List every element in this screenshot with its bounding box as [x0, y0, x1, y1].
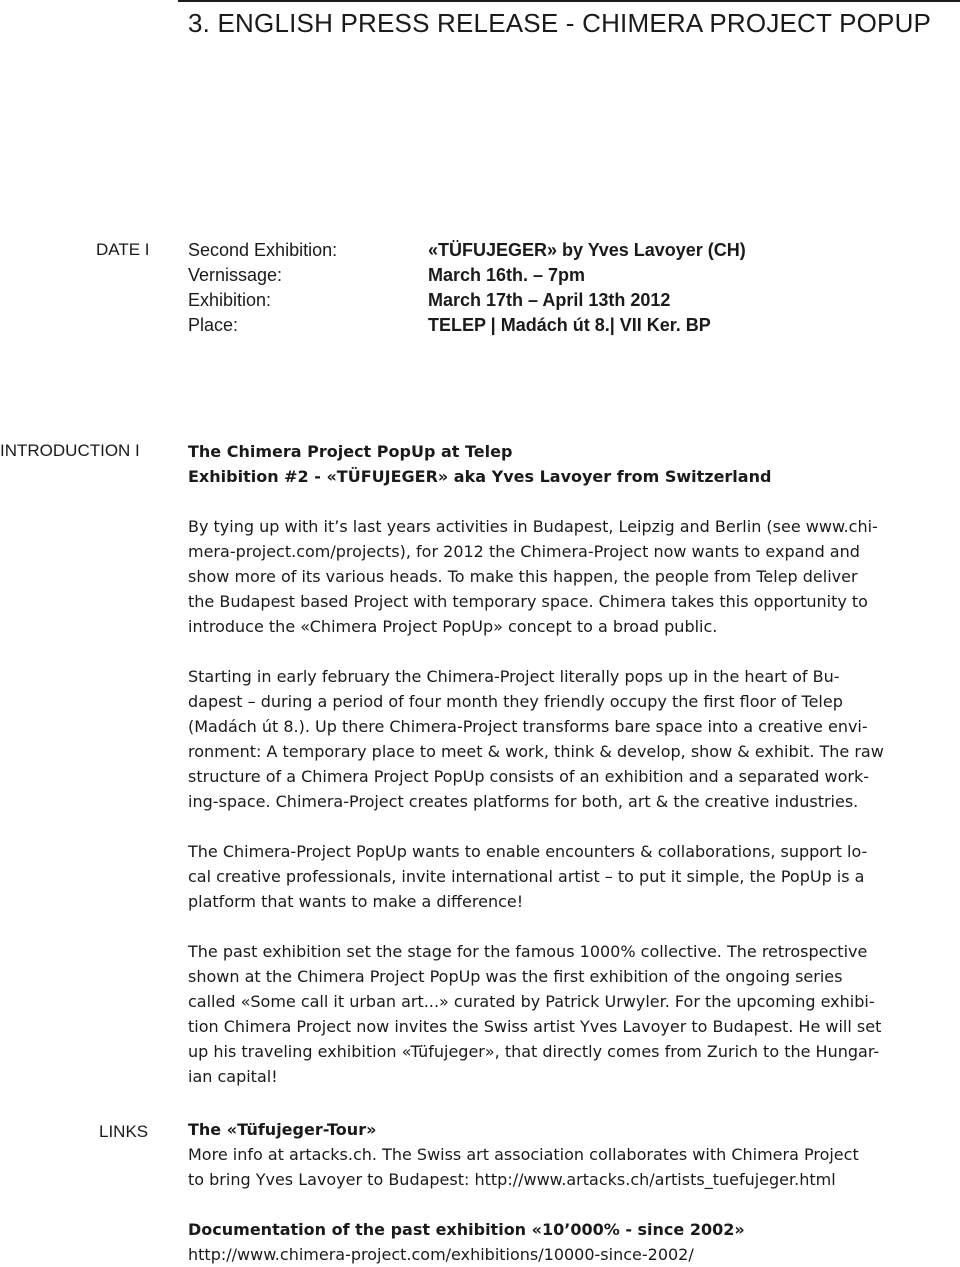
date-value: TELEP | Madách út 8.| VII Ker. BP: [428, 315, 711, 335]
intro-paragraph-2: [188, 664, 960, 814]
paragraph-line: The past exhibition set the stage for the famous 1000% collective. The retrospective: [188, 942, 868, 961]
paragraph-line: up his traveling exhibition «Tüfujeger», that directly comes from Zurich to the Hungar-: [188, 1042, 880, 1061]
date-row-vernissage: [188, 263, 746, 288]
intro-paragraph-3: [188, 839, 960, 914]
introduction-label: INTRODUCTION I: [0, 441, 140, 460]
links-doc-block: [188, 1217, 960, 1267]
date-row-place: [188, 313, 746, 338]
top-divider: [178, 0, 960, 2]
date-key: Place:: [188, 315, 239, 335]
paragraph-line: By tying up with it’s last years activities in Budapest, Leipzig and Berlin (see www.chi-: [188, 517, 878, 536]
paragraph-line: The Chimera-Project PopUp wants to enable encounters & collaborations, support lo-: [188, 842, 868, 861]
date-row-second-exhibition: [188, 238, 746, 263]
paragraph-line: structure of a Chimera Project PopUp consists of an exhibition and a separated work-: [188, 767, 870, 786]
paragraph-line: Starting in early february the Chimera-Project literally pops up in the heart of Bu-: [188, 667, 840, 686]
date-table: [188, 238, 746, 338]
paragraph-line: mera-project.com/projects), for 2012 the Chimera-Project now wants to expand and: [188, 542, 860, 561]
intro-heading-title: The Chimera Project PopUp at Telep: [188, 442, 513, 461]
date-row-exhibition: [188, 288, 746, 313]
paragraph-line: dapest – during a period of four month they friendly occupy the first floor of Telep: [188, 692, 843, 711]
tour-url-line[interactable]: to bring Yves Lavoyer to Budapest: http://www.artacks.ch/artists_tuefujeger.html: [188, 1170, 836, 1189]
paragraph-line: (Madách út 8.). Up there Chimera-Project transforms bare space into a creative envi-: [188, 717, 868, 736]
paragraph-line: ing-space. Chimera-Project creates platforms for both, art & the creative industries.: [188, 792, 859, 811]
links-label: LINKS: [99, 1122, 149, 1141]
intro-heading-subtitle: Exhibition #2 - «TÜFUJEGER» aka Yves Lavoyer from Switzerland: [188, 467, 772, 486]
paragraph-line: shown at the Chimera Project PopUp was the first exhibition of the ongoing series: [188, 967, 843, 986]
date-key: Vernissage:: [188, 265, 283, 285]
links-tour-block: [188, 1117, 960, 1192]
intro-paragraph-4: [188, 939, 960, 1089]
paragraph-line: the Budapest based Project with temporary space. Chimera takes this opportunity to: [188, 592, 868, 611]
tour-heading: The «Tüfujeger-Tour»: [188, 1120, 377, 1139]
paragraph-line: ian capital!: [188, 1067, 278, 1086]
intro-paragraph-1: [188, 514, 960, 639]
date-label: DATE I: [96, 240, 150, 259]
date-value: March 17th – April 13th 2012: [428, 290, 671, 310]
paragraph-line: ronment: A temporary place to meet & work, think & develop, show & exhibit. The raw: [188, 742, 884, 761]
intro-headings: [188, 439, 960, 489]
paragraph-line: cal creative professionals, invite international artist – to put it simple, the PopUp is a: [188, 867, 865, 886]
date-key: Exhibition:: [188, 290, 272, 310]
paragraph-line: called «Some call it urban art...» curated by Patrick Urwyler. For the upcoming exhibi-: [188, 992, 875, 1011]
paragraph-line: tion Chimera Project now invites the Swiss artist Yves Lavoyer to Budapest. He will set: [188, 1017, 882, 1036]
date-value: March 16th. – 7pm: [428, 265, 586, 285]
date-key: Second Exhibition:: [188, 240, 338, 260]
paragraph-line: introduce the «Chimera Project PopUp» concept to a broad public.: [188, 617, 718, 636]
paragraph-line: show more of its various heads. To make this happen, the people from Telep deliver: [188, 567, 858, 586]
date-value: «TÜFUJEGER» by Yves Lavoyer (CH): [428, 240, 746, 260]
document-title: 3. ENGLISH PRESS RELEASE - CHIMERA PROJECT POPUP: [188, 8, 932, 38]
paragraph-line: platform that wants to make a difference!: [188, 892, 524, 911]
documentation-heading: Documentation of the past exhibition «10’000% - since 2002»: [188, 1220, 745, 1239]
documentation-link[interactable]: http://www.chimera-project.com/exhibitions/10000-since-2002/: [188, 1245, 694, 1264]
tour-info-line: More info at artacks.ch. The Swiss art association collaborates with Chimera Project: [188, 1145, 859, 1164]
